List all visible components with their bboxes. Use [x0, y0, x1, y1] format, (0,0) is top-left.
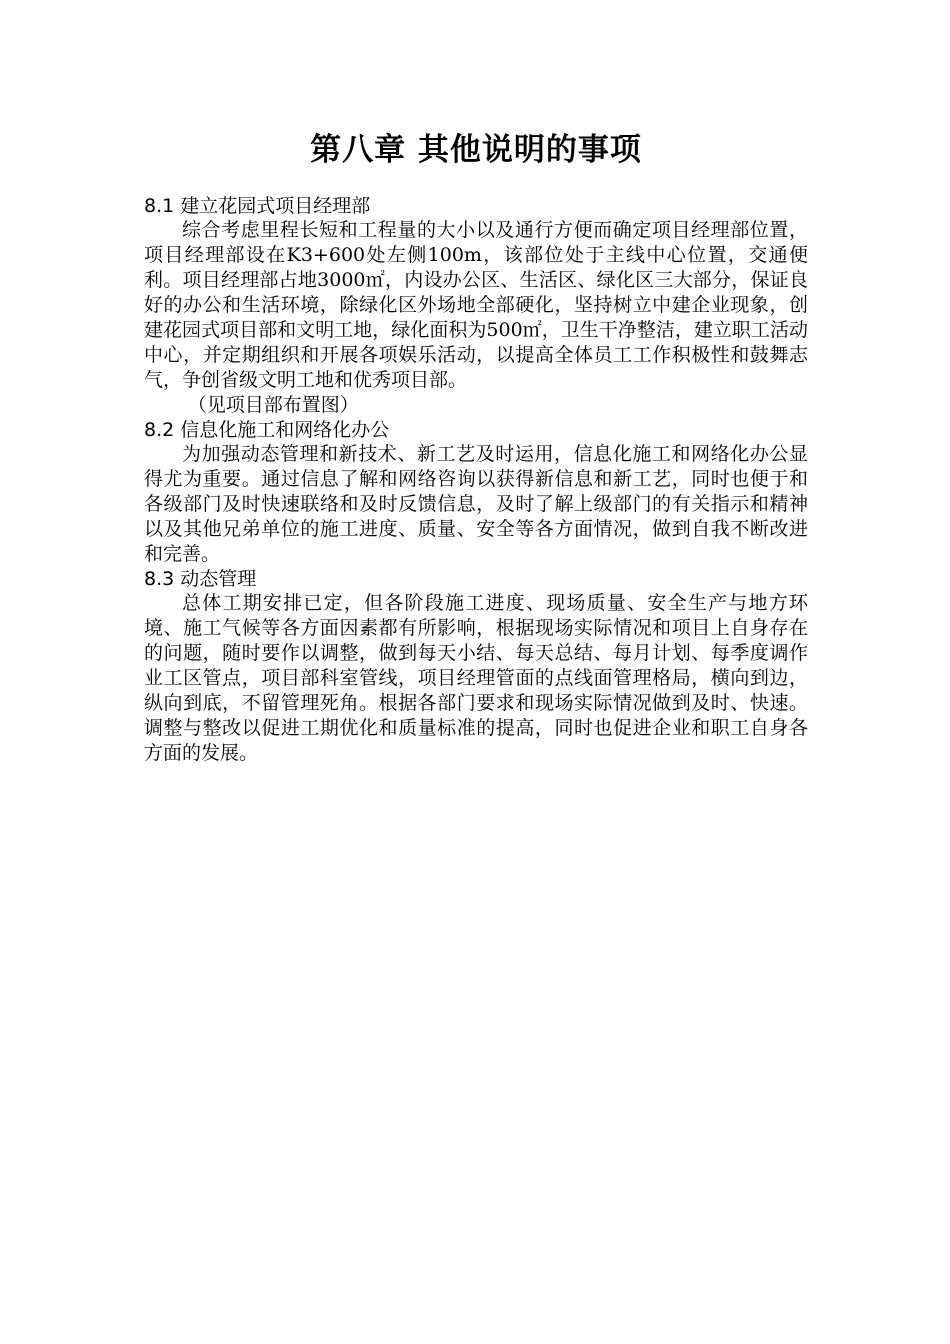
section-heading: 8.3 动态管理: [144, 568, 257, 590]
section-heading: 8.2 信息化施工和网络化办公: [144, 419, 390, 441]
section-heading: 8.1 建立花园式项目经理部: [144, 195, 371, 217]
body-paragraph: 总体工期安排已定，但各阶段施工进度、现场质量、安全生产与地方环境、施工气候等各方面因素都有所影响，根据现场实际情况和项目上自身存在的问题，随时要作以调整，做到每天小结、每天总结、每月计划、每季度调作业工区管点，项目部科室管线，项目经理管面的点线面管理格局，横向到边，纵向到底，不留管理死角。根据各部门要求和现场实际情况做到及时、快速。调整与整改以促进工期优化和质量标准的提高，同时也促进企业和职工自身各方面的发展。: [144, 592, 808, 764]
figure-reference-note: （见项目部布置图）: [187, 394, 359, 416]
page-content: [144, 128, 808, 766]
body-paragraph: 综合考虑里程长短和工程量的大小以及通行方便而确定项目经理部位置，项目经理部设在K3+600处左侧100m，该部位处于主线中心位置，交通便利。项目经理部占地3000㎡，内设办公区、生活区、绿化区三大部分，保证良好的办公和生活环境，除绿化区外场地全部硬化，坚持树立中建企业现象，创建花园式项目部和文明工地，绿化面积为500㎡，卫生干净整洁，建立职工活动中心，并定期组织和开展各项娱乐活动，以提高全体员工工作积极性和鼓舞志气，争创省级文明工地和优秀项目部。: [144, 219, 808, 391]
section-8-1: [144, 194, 808, 418]
section-8-3: [144, 567, 808, 766]
section-8-2: [144, 418, 808, 567]
body-paragraph: 为加强动态管理和新技术、新工艺及时运用，信息化施工和网络化办公显得尤为重要。通过信息了解和网络咨询以获得新信息和新工艺，同时也便于和各级部门及时快速联络和及时反馈信息，及时了解上级部门的有关指示和精神以及其他兄弟单位的施工进度、质量、安全等各方面情况，做到自我不断改进和完善。: [144, 443, 808, 565]
chapter-title: 第八章 其他说明的事项: [310, 132, 642, 168]
